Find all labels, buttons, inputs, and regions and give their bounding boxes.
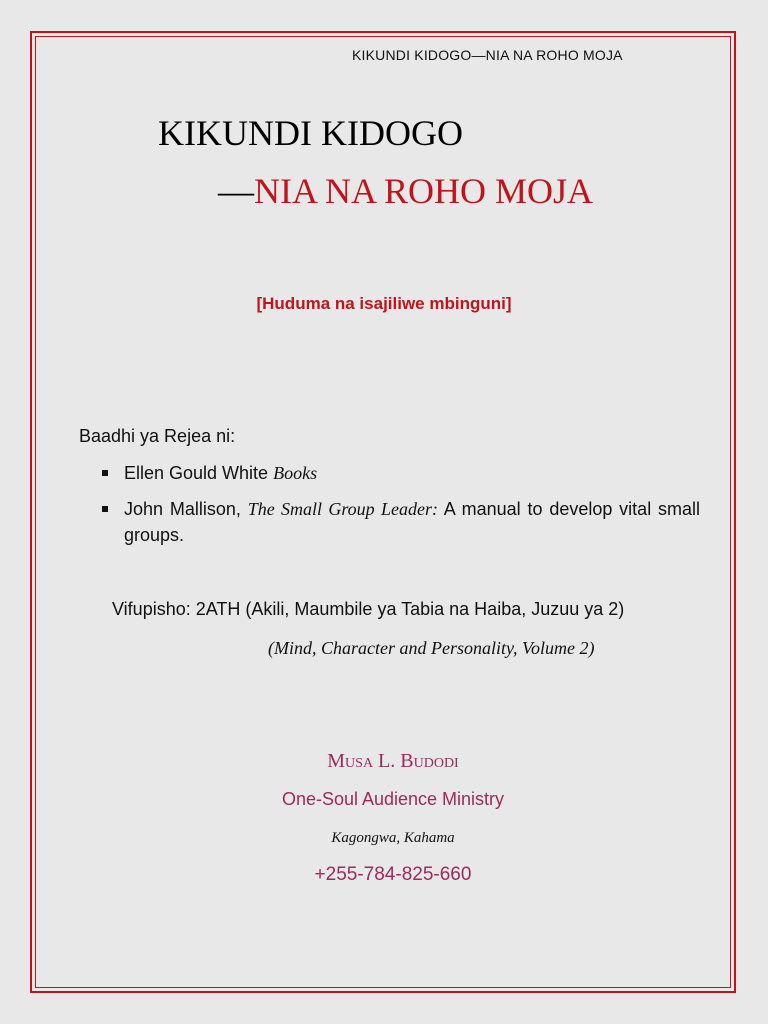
abbreviations-text: 2ATH (Akili, Maumbile ya Tabia na Haiba, Juzuu ya 2)	[195, 599, 625, 619]
abbreviations-line	[112, 599, 624, 620]
author-name: Musa L. Budodi	[327, 750, 459, 772]
reference-author: Ellen Gould White	[124, 463, 274, 483]
reference-item	[100, 496, 700, 548]
reference-item	[100, 460, 700, 486]
author-location: Kagongwa, Kahama	[331, 830, 455, 846]
abbreviations-label: Vifupisho:	[112, 599, 196, 619]
reference-author: John Mallison,	[124, 499, 248, 519]
subtitle: [Huduma na isajiliwe mbinguni]	[256, 294, 512, 313]
abbreviations-english: (Mind, Character and Personality, Volume 2)	[268, 638, 595, 658]
title-red-text: NIA NA ROHO MOJA	[254, 171, 594, 211]
author-phone: +255-784-825-660	[314, 864, 472, 885]
title-line-2	[218, 170, 593, 212]
square-bullet-icon	[102, 470, 108, 476]
reference-title: The Small Group Leader:	[247, 499, 438, 519]
reference-rest: A manual to develop vital small groups.	[124, 499, 701, 545]
title-dash: —	[218, 171, 254, 211]
references-heading: Baadhi ya Rejea ni:	[79, 426, 236, 446]
square-bullet-icon	[102, 506, 108, 512]
ministry-name: One-Soul Audience Ministry	[281, 789, 505, 809]
reference-title: Books	[273, 463, 318, 483]
title-line-1: KIKUNDI KIDOGO	[158, 113, 463, 153]
references-list	[100, 460, 700, 558]
running-header: KIKUNDI KIDOGO—NIA NA ROHO MOJA	[352, 47, 623, 63]
